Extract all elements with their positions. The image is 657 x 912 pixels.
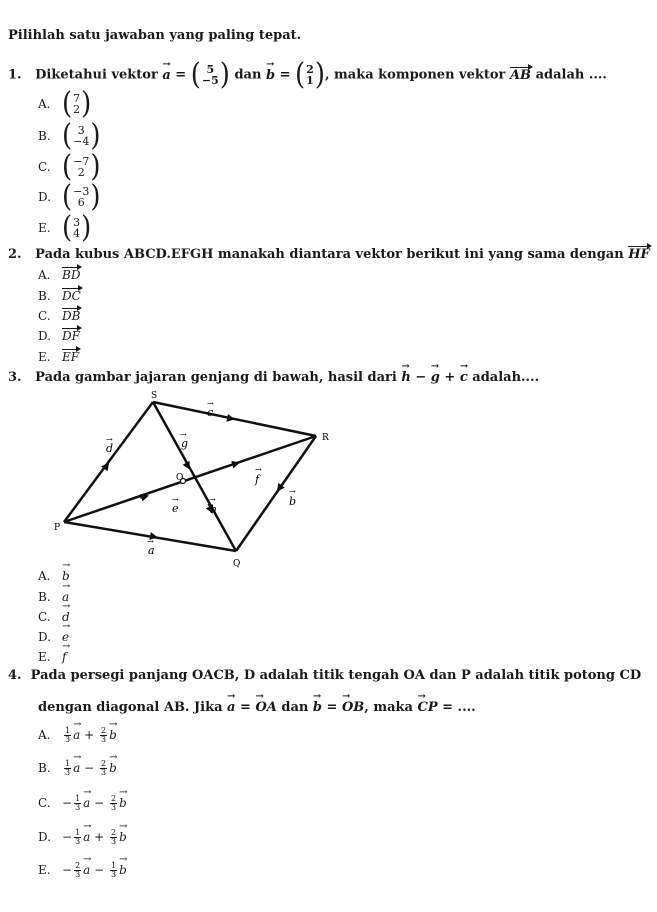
diagonal-sq (153, 402, 236, 551)
q1-vec-b-name: → b (266, 68, 275, 83)
option-label: B. (38, 128, 51, 143)
label-p: P (54, 523, 61, 533)
vector: → b (119, 830, 127, 844)
q3-option-e[interactable] (38, 650, 66, 664)
q1-target: AB (509, 67, 532, 83)
option-bottom: 6 (77, 196, 85, 209)
q4-eq3: = .... (442, 700, 476, 715)
label-vec-f: f (255, 473, 260, 486)
arrow-over-e: → (172, 495, 179, 504)
question-4-line2 (38, 700, 476, 715)
option-label: E. (38, 350, 51, 364)
option-vector: → b (62, 569, 70, 583)
q4-option-e[interactable] (38, 862, 127, 879)
q4-option-a[interactable] (38, 727, 117, 744)
q4-option-c[interactable] (38, 795, 127, 812)
arrow-over-f: → (255, 465, 262, 474)
option-label: A. (38, 268, 51, 282)
q1-text-before: Diketahui vektor (35, 67, 158, 83)
edge-sr (153, 402, 316, 436)
operator: − (84, 761, 95, 775)
q1-vec-b: ( 2 1 ) (295, 57, 325, 93)
option-top: 3 (73, 216, 81, 229)
q1-vec-b-top: 2 (306, 63, 314, 76)
q1-number: 1. (8, 67, 22, 83)
option-vector: DF (62, 329, 80, 343)
question-3 (8, 370, 539, 385)
option-top: 3 (77, 124, 85, 137)
q3-expr-plus: + (444, 370, 456, 385)
fraction-num: 2 (100, 759, 107, 768)
q4-maka: , maka (364, 700, 413, 715)
option-vector: DC (62, 289, 81, 303)
fraction-num: 2 (111, 794, 117, 803)
fraction-num: 1 (65, 726, 71, 735)
q2-option-d[interactable] (38, 328, 80, 343)
q3-text: Pada gambar jajaran genjang di bawah, hasil dari (35, 370, 397, 385)
q4-line2-a: dengan diagonal AB. Jika (38, 700, 223, 715)
option-label: C. (38, 796, 51, 810)
sign: − (62, 830, 73, 844)
label-vec-e: e (172, 502, 179, 515)
q2-target: HF (628, 247, 650, 262)
q1-option-b[interactable]: B. ( 3 −4 ) (38, 118, 101, 154)
operator: + (84, 728, 95, 742)
q1-ending: adalah .... (535, 67, 607, 83)
label-o: O (176, 473, 184, 483)
option-bottom: 2 (77, 166, 85, 179)
option-label: B. (38, 761, 51, 775)
question-4-line1 (8, 668, 641, 683)
q4-vec-b: → b (313, 700, 322, 715)
arrow-over-g: → (180, 430, 187, 439)
label-vec-b: b (289, 495, 297, 508)
operator: + (94, 830, 105, 844)
q4-dan: dan (281, 700, 309, 715)
q3-expr-g: → g (431, 370, 440, 385)
label-r: R (322, 433, 329, 443)
option-label: A. (38, 728, 51, 742)
fraction-num: 2 (100, 726, 107, 735)
label-vec-c: c (207, 406, 214, 419)
q4-oa: → OA (255, 700, 276, 715)
arrow-over-b: → (289, 487, 296, 496)
fraction-num: 1 (75, 794, 81, 803)
fraction-num: 2 (75, 861, 81, 870)
parallelogram-figure (50, 388, 350, 574)
question-1: 1. Diketahui vektor → a = ( 5 −5 ) dan → b = ( 2 1 ) , maka komponen vektor AB adalah .... (8, 62, 607, 88)
option-vector: → e (62, 630, 69, 644)
q2-option-a[interactable] (38, 267, 80, 282)
arrow-over-a: → (147, 537, 154, 546)
q1-option-c[interactable]: C. ( −7 2 ) (38, 149, 101, 185)
q2-number: 2. (8, 247, 22, 262)
q4-cp: → CP (417, 700, 437, 715)
q3-expr-h: → h (401, 370, 410, 385)
option-vector: → a (62, 590, 69, 604)
option-vector: → d (62, 610, 70, 624)
option-label: D. (38, 189, 52, 204)
fraction-num: 1 (65, 759, 71, 768)
q1-option-d[interactable]: D. ( −3 6 ) (38, 179, 101, 215)
option-label: D. (38, 329, 52, 343)
fraction-den: 3 (75, 837, 81, 846)
option-top: 7 (73, 92, 81, 105)
q1-vec-a-name: → a (162, 68, 170, 83)
operator: − (94, 796, 105, 810)
fraction-den: 3 (65, 735, 71, 744)
vector: → a (83, 796, 90, 810)
q2-text: Pada kubus ABCD.EFGH manakah diantara vektor berikut ini yang sama dengan (35, 247, 624, 262)
q1-vec-a-bottom: −5 (201, 74, 219, 87)
option-label: C. (38, 309, 51, 323)
arrow-over-h: → (209, 495, 216, 504)
option-vector: DB (62, 309, 81, 323)
fraction-den: 3 (100, 735, 107, 744)
vector: → b (119, 796, 127, 810)
fraction-num: 2 (111, 828, 117, 837)
label-vec-a: a (148, 544, 155, 557)
sign: − (62, 863, 73, 877)
arrow-over-c: → (207, 399, 214, 408)
fraction-den: 3 (65, 768, 71, 777)
q4-number: 4. (8, 668, 22, 683)
option-label: B. (38, 289, 51, 303)
q4-vec-a: → a (227, 700, 235, 715)
option-label: E. (38, 863, 51, 877)
question-2 (8, 246, 650, 262)
fraction-den: 3 (111, 803, 117, 812)
sign: − (62, 796, 73, 810)
option-label: D. (38, 830, 52, 844)
instruction: Pilihlah satu jawaban yang paling tepat. (8, 28, 302, 43)
fraction-den: 3 (75, 870, 81, 879)
option-label: A. (38, 96, 51, 111)
q3-number: 3. (8, 370, 22, 385)
label-s: S (151, 391, 158, 401)
arrow-over-d: → (106, 435, 113, 444)
vector: → a (73, 761, 80, 775)
q1-text-after: , maka komponen vektor (324, 67, 506, 83)
operator: − (94, 863, 105, 877)
vector: → b (109, 761, 117, 775)
option-label: D. (38, 630, 52, 644)
q4-ob: → OB (342, 700, 364, 715)
edge-rq (236, 436, 316, 551)
q1-vec-b-bottom: 1 (306, 74, 314, 87)
q2-option-c[interactable] (38, 308, 80, 323)
q4-option-b[interactable] (38, 760, 117, 777)
q4-option-d[interactable] (38, 829, 127, 846)
q1-option-a[interactable]: A. ( 7 2 ) (38, 86, 92, 122)
option-top: −7 (73, 155, 90, 168)
label-vec-h: h (210, 503, 218, 516)
edge-ps (64, 402, 153, 522)
option-label: E. (38, 650, 51, 664)
q4-eq2: = (326, 700, 338, 715)
q1-vec-a: ( 5 −5 ) (190, 57, 230, 93)
option-vector: BD (62, 268, 81, 282)
option-label: B. (38, 590, 51, 604)
q3-expr-minus: − (415, 370, 427, 385)
q2-option-e[interactable] (38, 349, 79, 364)
label-vec-d: d (106, 442, 114, 455)
option-vector: EF (62, 350, 80, 364)
fraction-den: 3 (75, 803, 81, 812)
q1-option-e[interactable]: E. ( 3 4 ) (38, 210, 92, 246)
q4-eq1: = (240, 700, 251, 715)
q2-option-b[interactable] (38, 288, 81, 303)
option-label: C. (38, 610, 51, 624)
label-vec-g: g (181, 437, 189, 450)
option-bottom: −4 (73, 135, 90, 148)
q3-expr-c: → c (460, 370, 468, 385)
vector: → a (83, 830, 90, 844)
option-label: C. (38, 159, 51, 174)
option-bottom: 4 (73, 227, 81, 240)
option-bottom: 2 (73, 103, 81, 116)
q4-line1: Pada persegi panjang OACB, D adalah titik tengah OA dan P adalah titik potong CD (30, 668, 642, 683)
fraction-num: 1 (111, 861, 117, 870)
vector: → b (109, 728, 117, 742)
option-label: A. (38, 569, 51, 583)
option-label: E. (38, 220, 51, 235)
option-top: −3 (73, 185, 90, 198)
fraction-den: 3 (100, 768, 107, 777)
fraction-den: 3 (111, 870, 117, 879)
vector: → a (73, 728, 80, 742)
label-q: Q (233, 559, 241, 569)
fraction-den: 3 (111, 837, 117, 846)
diagonal-pr (64, 436, 316, 522)
fraction-num: 1 (75, 828, 81, 837)
vector: → b (119, 863, 127, 877)
q1-dan: dan (234, 67, 262, 83)
q1-vec-a-top: 5 (206, 63, 215, 76)
q3-ending: adalah.... (472, 370, 540, 385)
option-vector: → f (62, 650, 66, 664)
vector: → a (83, 863, 90, 877)
